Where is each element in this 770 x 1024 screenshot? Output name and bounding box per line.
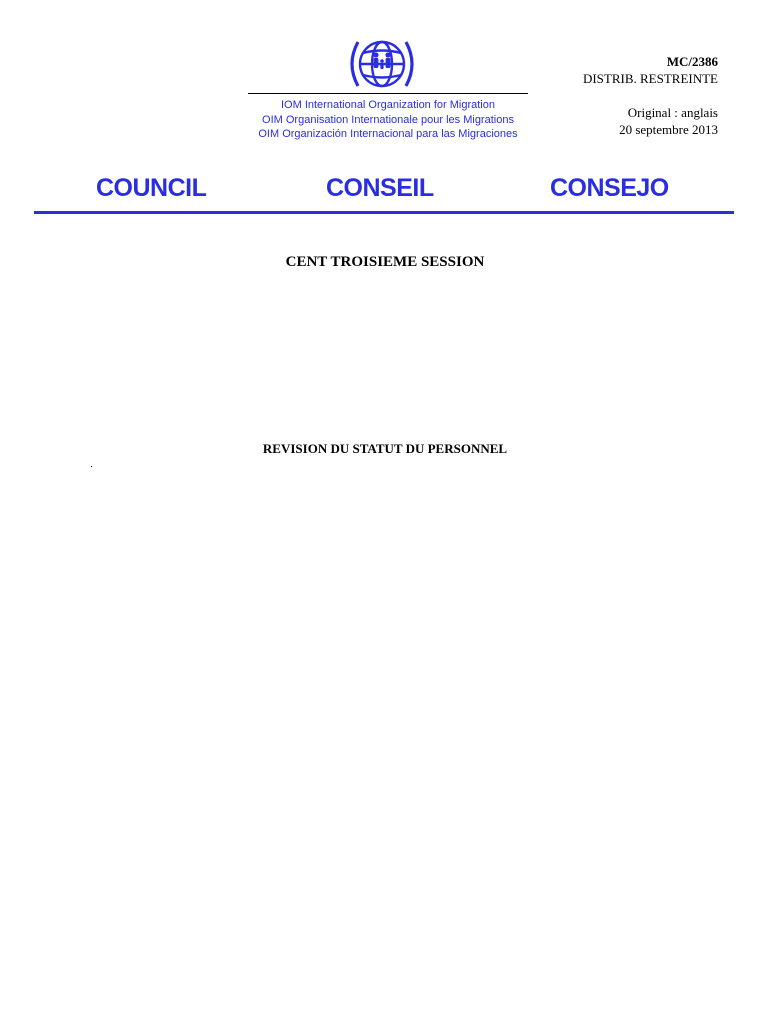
document-symbol: MC/2386 <box>666 54 718 69</box>
stray-mark <box>91 466 92 467</box>
header-divider <box>34 211 734 214</box>
distribution-status: DISTRIB. RESTREINTE <box>582 71 718 86</box>
org-name-french: OIM Organisation Internationale pour les Migrations <box>262 113 514 126</box>
logo-divider <box>248 93 528 94</box>
original-language: Original : anglais <box>627 105 718 120</box>
document-date: 20 septembre 2013 <box>619 122 718 137</box>
organization-names <box>248 98 528 142</box>
council-heading-spanish: CONSEJO <box>550 174 669 202</box>
document-title: REVISION DU STATUT DU PERSONNEL <box>262 441 508 456</box>
council-heading-french: CONSEIL <box>326 174 434 202</box>
session-title: CENT TROISIEME SESSION <box>285 254 485 270</box>
document-reference <box>583 53 718 87</box>
org-name-spanish: OIM Organización Internacional para las Migraciones <box>258 128 518 140</box>
iom-logo-icon <box>348 34 426 94</box>
council-heading-english: COUNCIL <box>96 174 207 202</box>
org-name-english: IOM International Organization for Migration <box>281 99 495 111</box>
document-metadata <box>619 104 718 138</box>
